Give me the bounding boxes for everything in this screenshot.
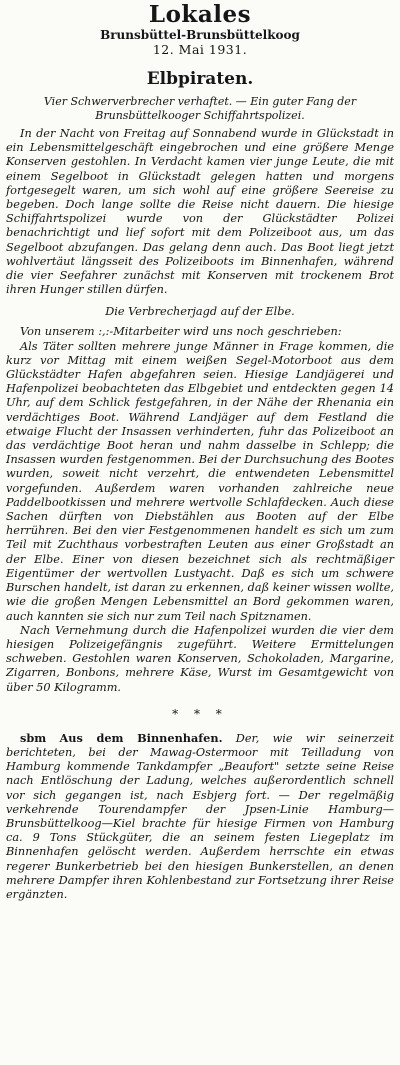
article-subhead: Die Verbrecherjagd auf der Elbe. xyxy=(105,305,295,319)
article-paragraph-4: Nach Vernehmung durch die Hafenpolizei wurden die vier dem hiesigen Polizeigefängnis zugeführt. Weitere Ermittelungen schweben. Gestohlen waren Konserven, Schokoladen, Margarine, Zigarren, Bonbons, mehrere Käse, Wurst im Gesamtgewicht von über 50 Kilogramm. xyxy=(6,623,394,694)
article-subheadline: Vier Schwerverbrecher verhaftet. — Ein guter Fang der Brunsbüttelkooger Schiffahrtspolizei. xyxy=(43,95,357,122)
article-paragraph-2: Von unserem :,:-Mitarbeiter wird uns noch geschrieben: xyxy=(20,325,342,339)
section-title: Lokales xyxy=(148,1,252,28)
article-headline: Elbpiraten. xyxy=(146,69,254,89)
dateline: Brunsbüttel-Brunsbüttelkoog xyxy=(100,28,300,42)
article2-title: Aus dem Binnenhafen. xyxy=(59,730,223,745)
newspaper-page xyxy=(0,2,400,1065)
article2-paragraph xyxy=(6,731,394,902)
issue-date: 12. Mai 1931. xyxy=(152,42,248,57)
section-separator: * * * xyxy=(172,706,228,721)
article-paragraph-3: Als Täter sollten mehrere junge Männer in Frage kommen, die kurz vor Mittag mit einem weißen Segel-Motorboot aus dem Glückstädter Hafen abgefahren seien. Hiesige Landjägerei und Hafenpolizei beobachteten das Elbgebiet und entdeckten gegen 14 Uhr, auf dem Schlick festgefahren, in der Nähe der Rhenania ein verdächtiges Boot. Während Landjäger auf dem Festland die etwaige Flucht der Insassen verhinderten, fuhr das Polizeiboot an das verdächtige Boot heran und nahm dasselbe in Schlepp; die Insassen wurden festgenommen. Bei der Durchsuchung des Bootes wurden, soweit nicht verzehrt, die entwendeten Lebensmittel vorgefunden. Außerdem waren vorhanden zahlreiche neue Paddelbootkissen und mehrere wertvolle Schlafdecken. Auch diese Sachen dürften von Diebstählen aus Booten auf der Elbe herrühren. Bei den vier Festgenommenen handelt es sich um zum Teil mit Zuchthaus vorbestraften Leuten aus einer Großstadt an der Elbe. Einer von diesen bezeichnet sich als rechtmäßiger Eigentümer der wertvollen Lustyacht. Daß es sich um schwere Burschen handelt, ist daran zu erkennen, daß keiner wissen wollte, wie die großen Mengen Lebensmittel an Bord gekommen waren, auch kannten sie sich nur zum Teil nach Spitznamen. xyxy=(6,339,394,623)
article2-byline: sbm xyxy=(20,730,47,745)
article2-text: Der, wie wir seinerzeit berichteten, bei der Mawag-Ostermoor mit Teilladung von Hamburg kommende Tankdampfer „Beaufort" setzte seine Reise nach Entlöschung der Ladung, welches außerordentlich schnell vor sich gegangen ist, nach Esbjerg fort. — Der regelmäßig verkehrende Tourendampfer der Jpsen-Linie Hamburg—Brunsbüttelkoog—Kiel brachte für hiesige Firmen von Hamburg ca. 9 Tons Stückgüter, die an seinem festen Liegeplatz im Binnenhafen gelöscht werden. Außerdem herrschte ein etwas regerer Bunkerbetrieb bei den hiesigen Bunkerstellen, an denen mehrere Dampfer ihren Kohlenbestand zur Fortsetzung ihrer Reise ergänzten. xyxy=(6,731,395,901)
article-paragraph-1: In der Nacht von Freitag auf Sonnabend wurde in Glückstadt in ein Lebensmittelgeschäft eingebrochen und eine größere Menge Konserven gestohlen. In Verdacht kamen vier junge Leute, die mit einem Segelboot in Glückstadt gelegen hatten und morgens fortgesegelt waren, um sich wohl auf eine größere Seereise zu begeben. Doch lange sollte die Reise nicht dauern. Die hiesige Schiffahrtspolizei wurde von der Glückstädter Polizei benachrichtigt und lief sofort mit dem Polizeiboot aus, um das Segelboot abzufangen. Das gelang denn auch. Das Boot liegt jetzt wohlvertäut längsseit des Polizeiboots im Binnenhafen, während die vier Seefahrer zunächst mit Konserven mit trockenem Brot ihren Hunger stillen dürfen. xyxy=(6,127,394,297)
